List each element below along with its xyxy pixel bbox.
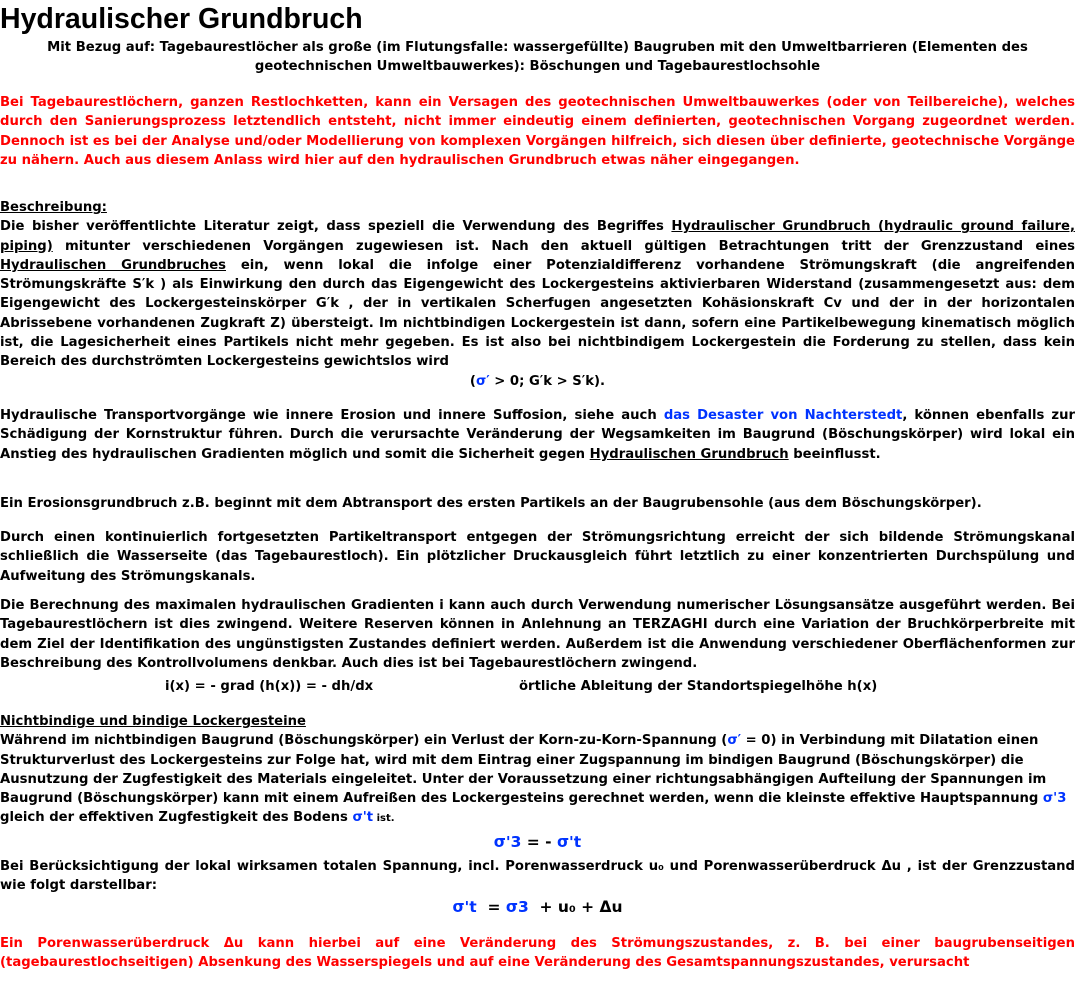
formula-tension-lhs: σ'3 — [493, 833, 522, 851]
sigma-symbol: σ′ — [727, 733, 742, 749]
page-title: Hydraulischer Grundbruch — [0, 3, 363, 35]
formula-limit-state — [0, 898, 1075, 917]
intro-paragraph: Bei Tagebaurestlöchern, ganzen Restlochketten, kann ein Versagen des geotechnischen Umweltbauwerkes (oder von Teilbereiche), welches durch den Sanierungsprozess letztendlich entsteht, nicht immer eindeutig einem definierten, geotechnischen Vorgang zugeordnet werden. Dennoch ist es bei der Analyse und/oder Modellierung von komplexen Vorgängen hilfreich, sich diesen über definierte, geotechnische Vorgänge zu nähern. Auch aus diesem Anlass wird hier auf den hydraulischen Grundbruch etwas näher eingegangen. — [0, 95, 1075, 168]
formula-tension — [0, 833, 1075, 852]
nichtbindig-text-4: ist. — [373, 813, 395, 825]
formula-tension-mid: = - — [521, 833, 557, 851]
transport-text-1: Hydraulische Transportvorgänge wie innere Erosion und innere Suffosion, siehe auch — [0, 408, 664, 423]
condition-rest: > 0; G′k > S′k). — [489, 373, 606, 389]
formula-limit-lhs: σ't — [452, 898, 477, 916]
formula-tension-rhs: σ't — [556, 833, 582, 851]
beschreibung-text-3: ein, wenn lokal die infolge einer Potenzialdifferenz vorhandene Strömungskraft (die angreifenden Strömungskräfte S′k ) als Einwirkung den durch das Eigengewicht des Lockergesteins aktivierbaren Widerstand (zusammengesetzt aus: dem Eigengewicht des Lockergesteinskörper G′k , der in vertikalen Scherfugen angesetzten Kohäsionskraft Cv und der in der horizontalen Abrissebene vorhandenen Zugkraft Z) übersteigt. Im nichtbindigen Lockergestein ist dann, sofern eine Partikelbewegung kinematisch möglich ist, die Lagesicherheit eines Partikels nicht mehr gegeben. Es ist also bei nichtbindigem Lockergestein die Forderung zu stellen, dass kein Bereich des durchströmten Lockergesteins gewichtslos wird — [0, 257, 1075, 370]
formula-limit-sigma3: σ3 — [505, 898, 529, 916]
berechnung-paragraph: Die Berechnung des maximalen hydraulischen Gradienten i kann auch durch Verwendung numerischer Lösungsansätze ausgeführt werden. Bei Tagebaurestlöchern ist dies zwingend. Weitere Reserven können in Anlehnung an TERZAGHI durch eine Variation der Bruchkörperbreite mit dem Ziel der Identifikation des ungünstigsten Zustandes definiert werden. Außerdem ist die Anwendung verschiedener Oberflächenformen zur Beschreibung des Kontrollvolumens denkbar. Auch dies ist bei Tagebaurestlöchern zwingend. — [0, 598, 1075, 671]
sigma3-symbol: σ'3 — [1042, 791, 1067, 807]
transport-text-3: beeinflusst. — [788, 446, 881, 462]
condition-open: ( — [469, 373, 476, 389]
transport-paragraph — [0, 406, 1075, 464]
page-subtitle: Mit Bezug auf: Tagebaurestlöcher als große (im Flutungsfalle: wassergefüllte) Baugruben mit den Umweltbarrieren (Elementen des geotechnischen Umweltbauwerkes): Böschungen und Tagebaurestlochsohle — [47, 40, 1028, 74]
beruecksichtigung-paragraph: Bei Berücksichtigung der lokal wirksamen totalen Spannung, incl. Porenwasserdruck u₀ und Porenwasserüberdruck Δu , ist der Grenzzustand wie folgt darstellbar: — [0, 859, 1075, 894]
formula-gradient-description: örtliche Ableitung der Standortspiegelhöhe h(x) — [519, 679, 878, 694]
beschreibung-section — [0, 198, 1075, 391]
formula-limit-eq: = — [476, 898, 506, 916]
transport-text-2: , können ebenfalls zur Schädigung der Kornstruktur führen. Durch die verursachte Veränderung der Wegsamkeiten im Baugrund (Böschungskörper) wird lokal ein Anstieg des hydraulischen Gradienten möglich und somit die Sicherheit gegen — [0, 408, 1075, 462]
erosion-paragraph: Ein Erosionsgrundbruch z.B. beginnt mit dem Abtransport des ersten Partikels an der Baugrubensohle (aus dem Böschungskörper). — [0, 496, 982, 511]
beschreibung-text-1: Die bisher veröffentlichte Literatur zeigt, dass speziell die Verwendung des Begriffes — [0, 219, 672, 235]
nachterstedt-link[interactable]: das Desaster von Nachterstedt — [663, 408, 903, 423]
nichtbindig-text-2: = 0) in Verbindung mit Dilatation einen Strukturverlust des Lockergesteins zur Folge hat, wird mit dem Eintrag einer Zugspannung im bindigen Baugrund (Böschungskörper) die Ausnutzung der Zugfestigkeit des Materials eingeleitet. Unter der Voraussetzung einer richtungsabhängigen Aufteilung der Spannungen im Baugrund (Böschungskörper) kann mit einem Aufreißen des Lockergesteins gerechnet werden, wenn die kleinste effektive Hauptspannung — [0, 733, 1047, 807]
term-hydraulischen-grundbruches: Hydraulischen Grundbruches — [0, 257, 226, 273]
term-hydraulischen-grundbruch: Hydraulischen Grundbruch — [589, 446, 789, 462]
formula-limit-rest: + u₀ + Δu — [528, 898, 623, 916]
nichtbindig-text-1: Während im nichtbindigen Baugrund (Böschungskörper) ein Verlust der Korn-zu-Korn-Spannung ( — [0, 733, 728, 749]
nichtbindig-section — [0, 712, 1075, 829]
formula-gradient: i(x) = - grad (h(x)) = - dh/dx — [165, 679, 374, 694]
condition-line — [0, 372, 1075, 391]
term-hydraulischer-grundbruch: Hydraulischer Grundbruch (hydraulic ground failure, piping) — [0, 219, 1075, 254]
beschreibung-heading: Beschreibung: — [0, 200, 107, 215]
nichtbindig-heading: Nichtbindige und bindige Lockergesteine — [0, 714, 306, 729]
sigmat-symbol: σ't — [352, 810, 374, 826]
outro-paragraph: Ein Porenwasserüberdruck Δu kann hierbei auf eine Veränderung des Strömungszustandes, z. B. bei einer baugrubenseitigen (tagebaurestlochseitigen) Absenkung des Wasserspiegels und auf eine Veränderung des Gesamtspannungszustandes, verursacht — [0, 936, 1075, 971]
sigma-symbol: σ′ — [475, 373, 490, 389]
nichtbindig-text-3: gleich der effektiven Zugfestigkeit des Bodens — [0, 810, 353, 826]
beschreibung-text-2: mitunter verschiedenen Vorgängen zugewiesen ist. Nach den aktuell gültigen Betrachtungen tritt der Grenzzustand eines — [52, 238, 1075, 254]
kanal-paragraph: Durch einen kontinuierlich fortgesetzten Partikeltransport entgegen der Strömungsrichtung erreicht der sich bildende Strömungskanal schließlich die Wasserseite (das Tagebaurestloch). Ein plötzlicher Druckausgleich führt letztlich zu einer konzentrierten Durchspülung und Aufweitung des Strömungskanals. — [0, 530, 1075, 584]
